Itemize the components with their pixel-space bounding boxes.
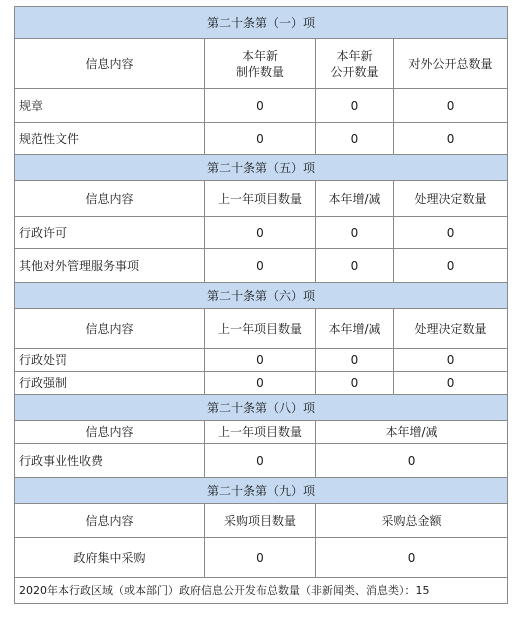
column-header: 信息内容 [15, 39, 205, 89]
table-row [15, 217, 508, 249]
table-row [15, 372, 508, 395]
column-header-row [15, 309, 508, 349]
column-header: 信息内容 [15, 181, 205, 217]
column-header [316, 39, 394, 89]
cell-value: 0 [316, 89, 394, 123]
table-row [15, 123, 508, 155]
column-header: 信息内容 [15, 504, 205, 538]
section-title: 第二十条第（九）项 [15, 478, 508, 504]
table-row [15, 538, 508, 578]
table-row [15, 89, 508, 123]
section-title: 第二十条第（六）项 [15, 283, 508, 309]
column-header: 信息内容 [15, 309, 205, 349]
column-header: 对外公开总数量 [394, 39, 508, 89]
column-header: 本年增/减 [316, 421, 508, 444]
section-title: 第二十条第（八）项 [15, 395, 508, 421]
cell-value: 0 [316, 444, 508, 478]
section-title: 第二十条第（五）项 [15, 155, 508, 181]
column-header: 处理决定数量 [394, 309, 508, 349]
column-header: 上一年项目数量 [205, 309, 316, 349]
cell-value: 0 [205, 444, 316, 478]
column-header [205, 39, 316, 89]
row-label: 行政处罚 [15, 349, 205, 372]
footer-row [15, 578, 508, 604]
column-header-row [15, 39, 508, 89]
cell-value: 0 [205, 538, 316, 578]
cell-value: 0 [316, 372, 394, 395]
column-header: 本年增/减 [316, 309, 394, 349]
total-published-count: 2020年本行政区域（或本部门）政府信息公开发布总数量（非新闻类、消息类）：15 [15, 578, 508, 604]
header-line: 本年新 [241, 48, 278, 63]
section-header-8 [15, 395, 508, 421]
header-line: 制作数量 [235, 64, 284, 79]
row-label: 政府集中采购 [15, 538, 205, 578]
table-row [15, 444, 508, 478]
cell-value: 0 [205, 217, 316, 249]
column-header: 采购总金额 [316, 504, 508, 538]
cell-value: 0 [394, 89, 508, 123]
cell-value: 0 [205, 123, 316, 155]
cell-value: 0 [316, 538, 508, 578]
row-label: 行政强制 [15, 372, 205, 395]
column-header-row [15, 181, 508, 217]
column-header: 处理决定数量 [394, 181, 508, 217]
table-row [15, 349, 508, 372]
cell-value: 0 [316, 349, 394, 372]
cell-value: 0 [205, 372, 316, 395]
column-header-row [15, 504, 508, 538]
cell-value: 0 [316, 123, 394, 155]
section-header-9 [15, 478, 508, 504]
column-header: 采购项目数量 [205, 504, 316, 538]
section-title: 第二十条第（一）项 [15, 7, 508, 39]
section-header-1 [15, 7, 508, 39]
cell-value: 0 [394, 249, 508, 283]
cell-value: 0 [205, 349, 316, 372]
cell-value: 0 [205, 249, 316, 283]
cell-value: 0 [394, 372, 508, 395]
header-line: 公开数量 [330, 64, 379, 79]
disclosure-table-container [14, 6, 507, 604]
row-label: 规章 [15, 89, 205, 123]
table-row [15, 249, 508, 283]
row-label: 其他对外管理服务事项 [15, 249, 205, 283]
cell-value: 0 [205, 89, 316, 123]
section-header-6 [15, 283, 508, 309]
column-header: 上一年项目数量 [205, 181, 316, 217]
row-label: 规范性文件 [15, 123, 205, 155]
column-header-row [15, 421, 508, 444]
cell-value: 0 [316, 217, 394, 249]
row-label: 行政事业性收费 [15, 444, 205, 478]
row-label: 行政许可 [15, 217, 205, 249]
cell-value: 0 [394, 123, 508, 155]
header-line: 本年新 [336, 48, 373, 63]
cell-value: 0 [394, 349, 508, 372]
column-header: 信息内容 [15, 421, 205, 444]
column-header: 本年增/减 [316, 181, 394, 217]
cell-value: 0 [316, 249, 394, 283]
section-header-5 [15, 155, 508, 181]
cell-value: 0 [394, 217, 508, 249]
disclosure-table [14, 6, 508, 604]
column-header: 上一年项目数量 [205, 421, 316, 444]
